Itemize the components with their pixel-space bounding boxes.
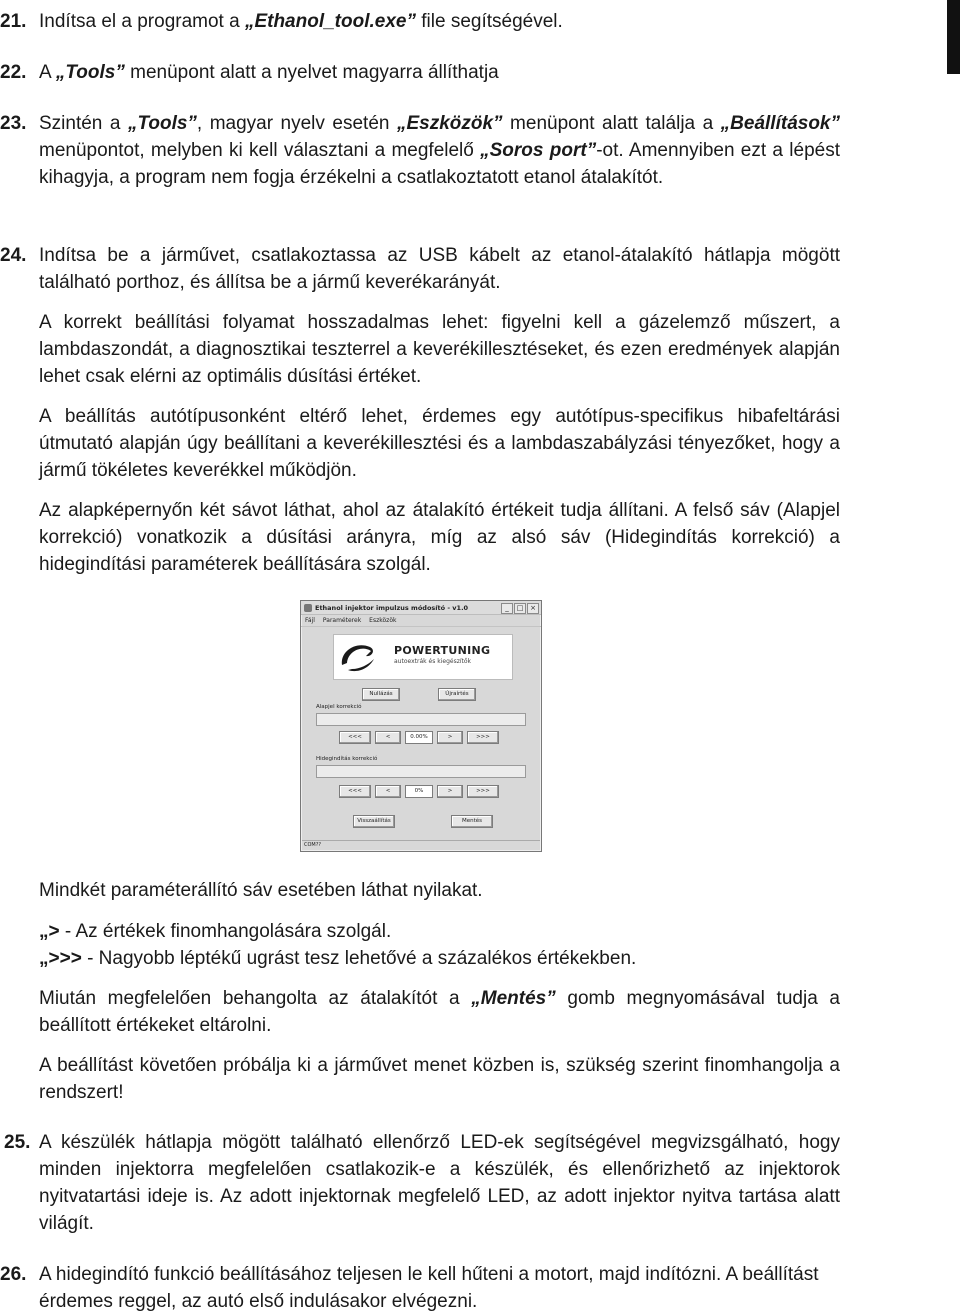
item-number-22: 22. [0, 62, 27, 83]
item-number-25: 25. [4, 1132, 31, 1153]
menu-tools[interactable]: Eszközök [369, 617, 397, 624]
base-correction-slider[interactable] [316, 713, 526, 726]
paragraph-arrow-legend: „> - Az értékek finomhangolására szolgál. „>>> - Nagyobb léptékű ugrást tesz lehetővé a százalékos értékekben. [39, 921, 637, 969]
item-22-text: A „Tools” menüpont alatt a nyelvet magyarra állíthatja [39, 62, 499, 83]
cold-step-down-large-button[interactable]: <<< [339, 785, 371, 798]
base-step-up-large-button[interactable]: >>> [467, 731, 499, 744]
cold-start-correction-slider[interactable] [316, 765, 526, 778]
paragraph-arrows-intro: Mindkét paraméterállító sáv esetében láthat nyilakat. [39, 880, 483, 901]
page-tab-marker [947, 0, 960, 74]
paragraph-save: Miután megfelelően behangolta az átalakítót a „Mentés” gomb megnyomásával tudja a beállított értékeket eltárolni. [39, 988, 840, 1036]
item-number-21: 21. [0, 11, 27, 32]
item-24-text: Indítsa be a járművet, csatlakoztassa az USB kábelt az etanol-átalakító hátlapja mögött található porthoz, és állítsa be a jármű keverékarányát. [39, 245, 840, 293]
paragraph-calibration: A korrekt beállítási folyamat hosszadalmas lehet: figyelni kell a gázelemző műszert, a lambdaszondát, a diagnosztikai teszterrel a keverékillesztéseket, és ezen eredmények alapján lehet csak elérni az optimális dúsítási értéket. [39, 312, 840, 387]
swoosh-logo-icon [338, 639, 378, 675]
cold-step-up-button[interactable]: > [437, 785, 463, 798]
logo-brand-text: POWERTUNING [394, 644, 491, 657]
refresh-button[interactable]: Újraírtés [438, 688, 476, 701]
reset-button[interactable]: Nullázás [362, 688, 400, 701]
cold-start-correction-label: Hidegindítás korrekció [316, 756, 378, 762]
item-26-text: A hidegindító funkció beállításához teljesen le kell hűteni a motort, majd indítózni. A beállítást érdemes reggel, az autó első indulásakor elvégezni. [39, 1264, 819, 1312]
item-21-text: Indítsa el a programot a „Ethanol_tool.exe” file segítségével. [39, 11, 563, 32]
powertuning-logo [333, 634, 513, 680]
base-correction-label: Alapjel korrekció [316, 704, 362, 710]
base-step-down-large-button[interactable]: <<< [339, 731, 371, 744]
item-number-24: 24. [0, 245, 27, 266]
cold-step-up-large-button[interactable]: >>> [467, 785, 499, 798]
menu-parameters[interactable]: Paraméterek [322, 617, 362, 624]
window-titlebar [301, 601, 541, 615]
window-title: Ethanol injektor impulzus módosító - v1.0 [315, 603, 469, 612]
ethanol-tool-window-screenshot [300, 600, 542, 852]
logo-tagline: autoextrák és kiegészítők [394, 658, 472, 665]
cold-start-correction-value: 0% [405, 785, 433, 798]
minimize-icon[interactable]: _ [501, 603, 513, 614]
status-bar: COM?? [302, 840, 540, 850]
base-step-down-button[interactable]: < [375, 731, 401, 744]
paragraph-vehicle-specific: A beállítás autótípusonként eltérő lehet, érdemes egy autótípus-specifikus hibafeltárási útmutató alapján úgy beállítani a keverékillesztési és a lambdaszabályzási tényezőket, hogy a jármű tökéletes keverékkel működjön. [39, 406, 840, 481]
cold-step-down-button[interactable]: < [375, 785, 401, 798]
maximize-icon[interactable]: □ [514, 603, 526, 614]
paragraph-test-drive: A beállítást követően próbálja ki a járművet menet közben is, szükség szerint finomhangolja a rendszert! [39, 1055, 840, 1103]
menu-file[interactable]: Fájl [305, 617, 315, 624]
item-23-text: Szintén a „Tools”, magyar nyelv esetén „Eszközök” menüpont alatt találja a „Beállítások” menüpontot, melyben ki kell választani a megfelelő „Soros port”-ot. Amennyiben ezt a lépést kihagyja, a program nem fogja érzékelni a csatlakoztatott etanol átalakítót. [39, 113, 840, 188]
item-number-23: 23. [0, 113, 27, 134]
base-step-up-button[interactable]: > [437, 731, 463, 744]
save-button[interactable]: Mentés [451, 815, 493, 828]
restore-button[interactable]: Visszaállítás [353, 815, 395, 828]
paragraph-main-screen: Az alapképernyőn két sávot láthat, ahol az átalakító értékeit tudja állítani. A felső sáv (Alapjel korrekció) vonatkozik a dúsítási arányra, míg az alsó sáv (Hidegindítás korrekció) a hidegindítási paraméterek beállítására szolgál. [39, 500, 840, 575]
item-number-26: 26. [0, 1264, 27, 1285]
window-menubar [301, 615, 541, 627]
app-icon [304, 604, 312, 612]
base-correction-value: 0.00% [405, 731, 433, 744]
close-icon[interactable]: × [527, 603, 539, 614]
item-25-text: A készülék hátlapja mögött található ellenőrző LED-ek segítségével megvizsgálható, hogy minden injektorra megfelelően csatlakozik-e a készülék, és ellenőrizhető az injektorok nyitvatartási ideje is. Az adott injektornak megfelelő LED, az adott injektor nyitva tartása alatt világít. [39, 1132, 840, 1234]
